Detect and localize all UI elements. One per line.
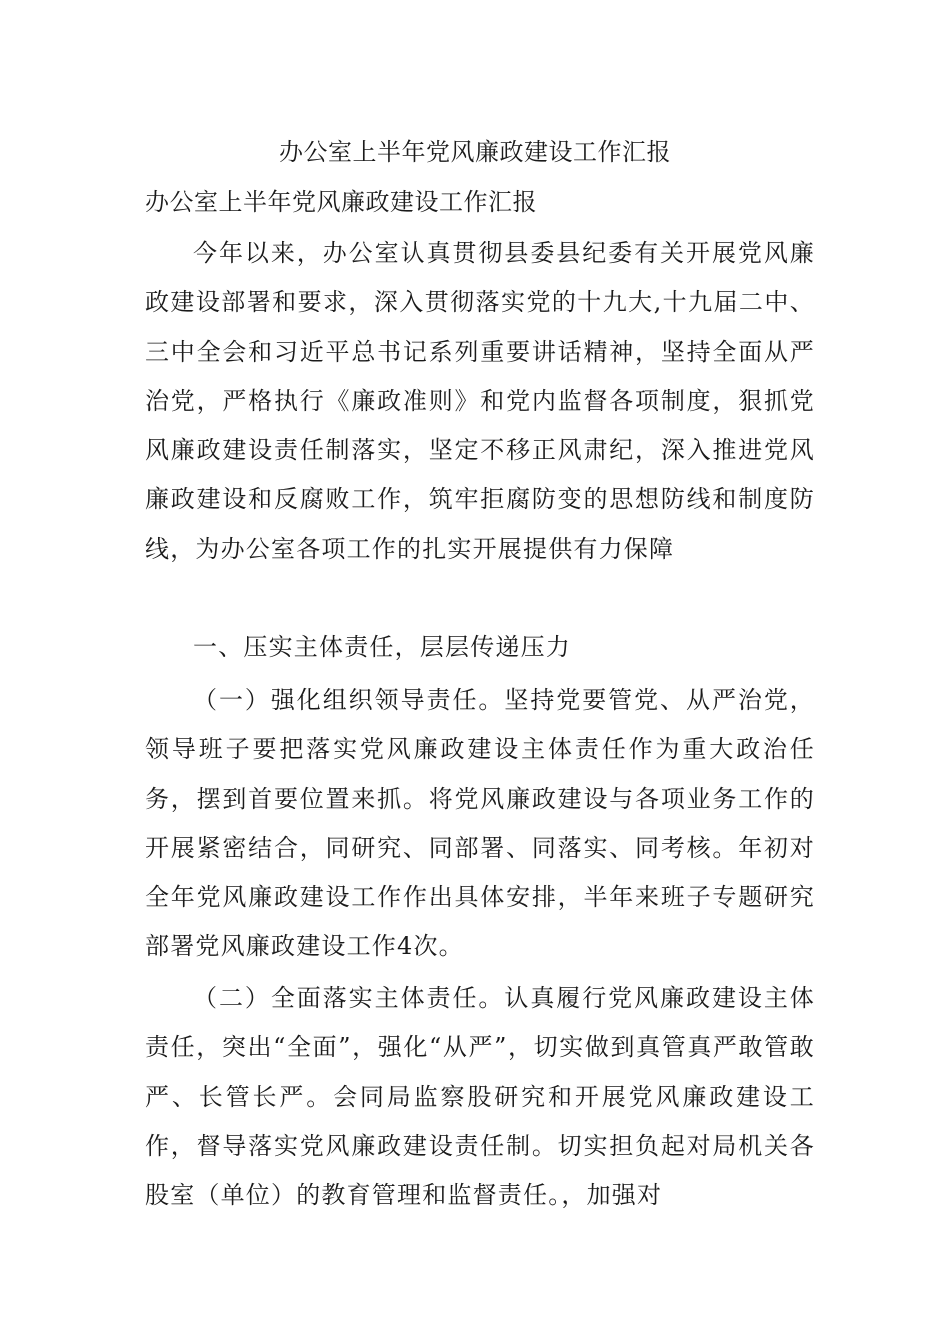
document-title: 办公室上半年党风廉政建设工作汇报 (279, 138, 671, 166)
section-heading-1: 一、压实主体责任，层层传递压力 (193, 633, 571, 661)
section-1-item-1: （一）强化组织领导责任。坚持党要管党、从严治党，领导班子要把落实党风廉政建设主体责任作为重大政治任务，摆到首要位置来抓。将党风廉政建设与各项业务工作的开展紧密结合，同研究、同部署、同落实、同考核。年初对全年党风廉政建设工作作出具体安排，半年来班子专题研究部署党风廉政建设工作4次。 (145, 686, 815, 961)
section-1-item-2: （二）全面落实主体责任。认真履行党风廉政建设主体责任，突出“全面”，强化“从严”，切实做到真管真严敢管敢严、长管长严。会同局监察股研究和开展党风廉政建设工作，督导落实党风廉政建设责任制。切实担负起对局机关各股室（单位）的教育管理和监督责任。，加强对 (145, 984, 815, 1210)
document-subtitle: 办公室上半年党风廉政建设工作汇报 (145, 188, 537, 216)
intro-paragraph: 今年以来，办公室认真贯彻县委县纪委有关开展党风廉政建设部署和要求，深入贯彻落实党的十九大,十九届二中、三中全会和习近平总书记系列重要讲话精神，坚持全面从严治党，严格执行《廉政准则》和党内监督各项制度，狠抓党风廉政建设责任制落实，坚定不移正风肃纪，深入推进党风廉政建设和反腐败工作，筑牢拒腐防变的思想防线和制度防线，为办公室各项工作的扎实开展提供有力保障 (145, 239, 815, 563)
